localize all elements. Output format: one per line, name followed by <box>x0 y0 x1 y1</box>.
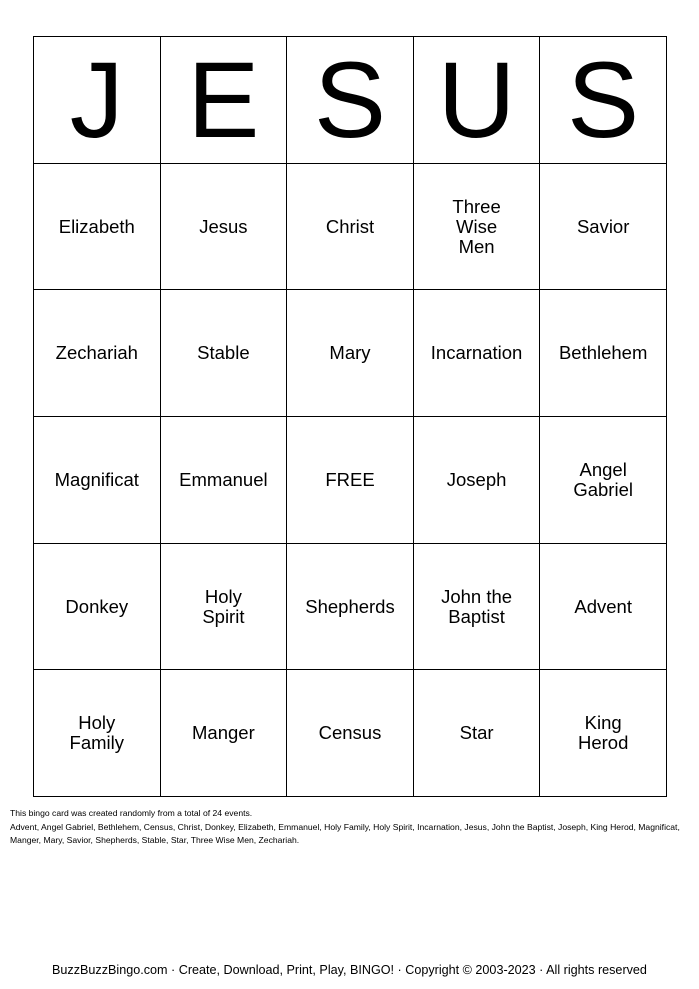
bingo-cell: Donkey <box>34 543 161 670</box>
header-letter: J <box>34 37 161 164</box>
bingo-cell: Holy Family <box>34 670 161 797</box>
bingo-cell: Joseph <box>413 417 540 544</box>
bingo-cell: Three Wise Men <box>413 163 540 290</box>
header-letter: S <box>540 37 667 164</box>
header-letter: S <box>287 37 414 164</box>
bingo-row <box>34 290 667 417</box>
bingo-cell: Angel Gabriel <box>540 417 667 544</box>
bingo-cell: Advent <box>540 543 667 670</box>
bingo-row <box>34 417 667 544</box>
bingo-cell: Census <box>287 670 414 797</box>
bingo-cell: Star <box>413 670 540 797</box>
bingo-cell: King Herod <box>540 670 667 797</box>
bingo-cell: FREE <box>287 417 414 544</box>
note-summary: This bingo card was created randomly from a total of 24 events. <box>10 808 253 818</box>
bingo-row <box>34 543 667 670</box>
bingo-card <box>33 36 667 797</box>
bingo-cell: Manger <box>160 670 287 797</box>
bingo-cell: Magnificat <box>34 417 161 544</box>
bingo-cell: Bethlehem <box>540 290 667 417</box>
bingo-cell: Savior <box>540 163 667 290</box>
card-note <box>10 807 690 848</box>
header-letter: U <box>413 37 540 164</box>
bingo-cell: Holy Spirit <box>160 543 287 670</box>
bingo-cell: Shepherds <box>287 543 414 670</box>
bingo-cell: Stable <box>160 290 287 417</box>
bingo-cell: Zechariah <box>34 290 161 417</box>
bingo-cell: Christ <box>287 163 414 290</box>
bingo-row <box>34 670 667 797</box>
bingo-cell: Emmanuel <box>160 417 287 544</box>
bingo-cell: Mary <box>287 290 414 417</box>
header-row <box>34 37 667 164</box>
bingo-cell: Incarnation <box>413 290 540 417</box>
bingo-cell: Jesus <box>160 163 287 290</box>
header-letter: E <box>160 37 287 164</box>
bingo-row <box>34 163 667 290</box>
note-event-list: Advent, Angel Gabriel, Bethlehem, Census, Christ, Donkey, Elizabeth, Emmanuel, Holy Family, Holy Spirit, Incarnation, Jesus, John the Baptist, Joseph, King Herod, Magnificat, Manger, Mary, Savior, Shepherds, Stable, Star, Three Wise Men, Zechariah. <box>10 821 680 845</box>
bingo-cell: Elizabeth <box>34 163 161 290</box>
bingo-cell: John the Baptist <box>413 543 540 670</box>
footer-copyright: BuzzBuzzBingo.com · Create, Download, Print, Play, BINGO! · Copyright © 2003-2023 · All rights reserved <box>52 963 647 977</box>
